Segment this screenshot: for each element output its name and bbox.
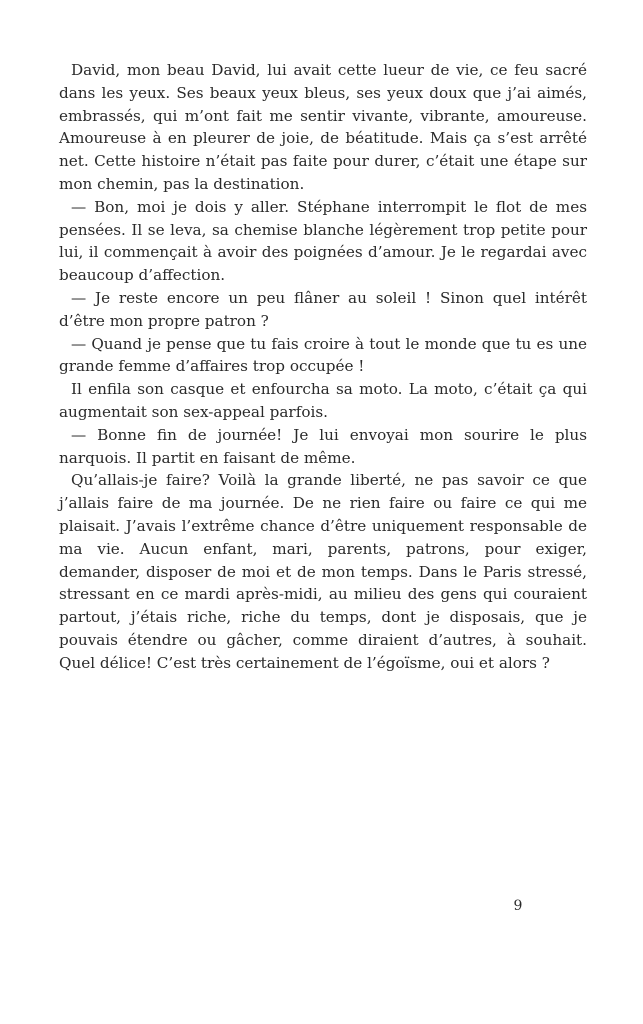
paragraph: — Je reste encore un peu flâner au soleil ! Sinon quel intérêt d’être mon propre patron ? <box>59 288 587 330</box>
paragraph: — Bon, moi je dois y aller. Stéphane interrompit le flot de mes pensées. Il se leva, sa chemise blanche légèrement trop petite pour lui, il commençait à avoir des poignées d’amour. Je le regardai avec beaucoup d’affection. <box>59 197 587 285</box>
paragraph: — Quand je pense que tu fais croire à tout le monde que tu es une grande femme d’affaires trop occupée ! <box>59 334 587 376</box>
paragraph: David, mon beau David, lui avait cette lueur de vie, ce feu sacré dans les yeux. Ses beaux yeux bleus, ses yeux doux que j’ai aimés, embrassés, qui m’ont fait me sentir vivante, vibrante, amoureuse. Amoureuse à en pleurer de joie, de béatitude. Mais ça s’est arrêté net. Cette histoire n’était pas faite pour durer, c’était une étape sur mon chemin, pas la destination. <box>59 61 587 193</box>
page-number: 9 <box>513 898 523 914</box>
paragraph: — Bonne fin de journée! Je lui envoyai mon sourire le plus narquois. Il partit en faisant de même. <box>59 425 587 467</box>
paragraph: Il enfila son casque et enfourcha sa moto. La moto, c’était ça qui augmentait son sex-appeal parfois. <box>59 380 587 421</box>
body-text <box>59 59 587 675</box>
paragraph: Qu’allais-je faire? Voilà la grande liberté, ne pas savoir ce que j’allais faire de ma journée. De ne rien faire ou faire ce qui me plaisait. J’avais l’extrême chance d’être uniquement responsable de ma vie. Aucun enfant, mari, parents, patrons, pour exiger, demander, disposer de moi et de mon temps. Dans le Paris stressé, stressant en ce mardi après-midi, au milieu des gens qui couraient partout, j’étais riche, riche du temps, dont je disposais, que je pouvais étendre ou gâcher, comme diraient d’autres, à souhait. Quel délice! C’est très certainement de l’égoïsme, oui et alors ? <box>59 471 587 672</box>
